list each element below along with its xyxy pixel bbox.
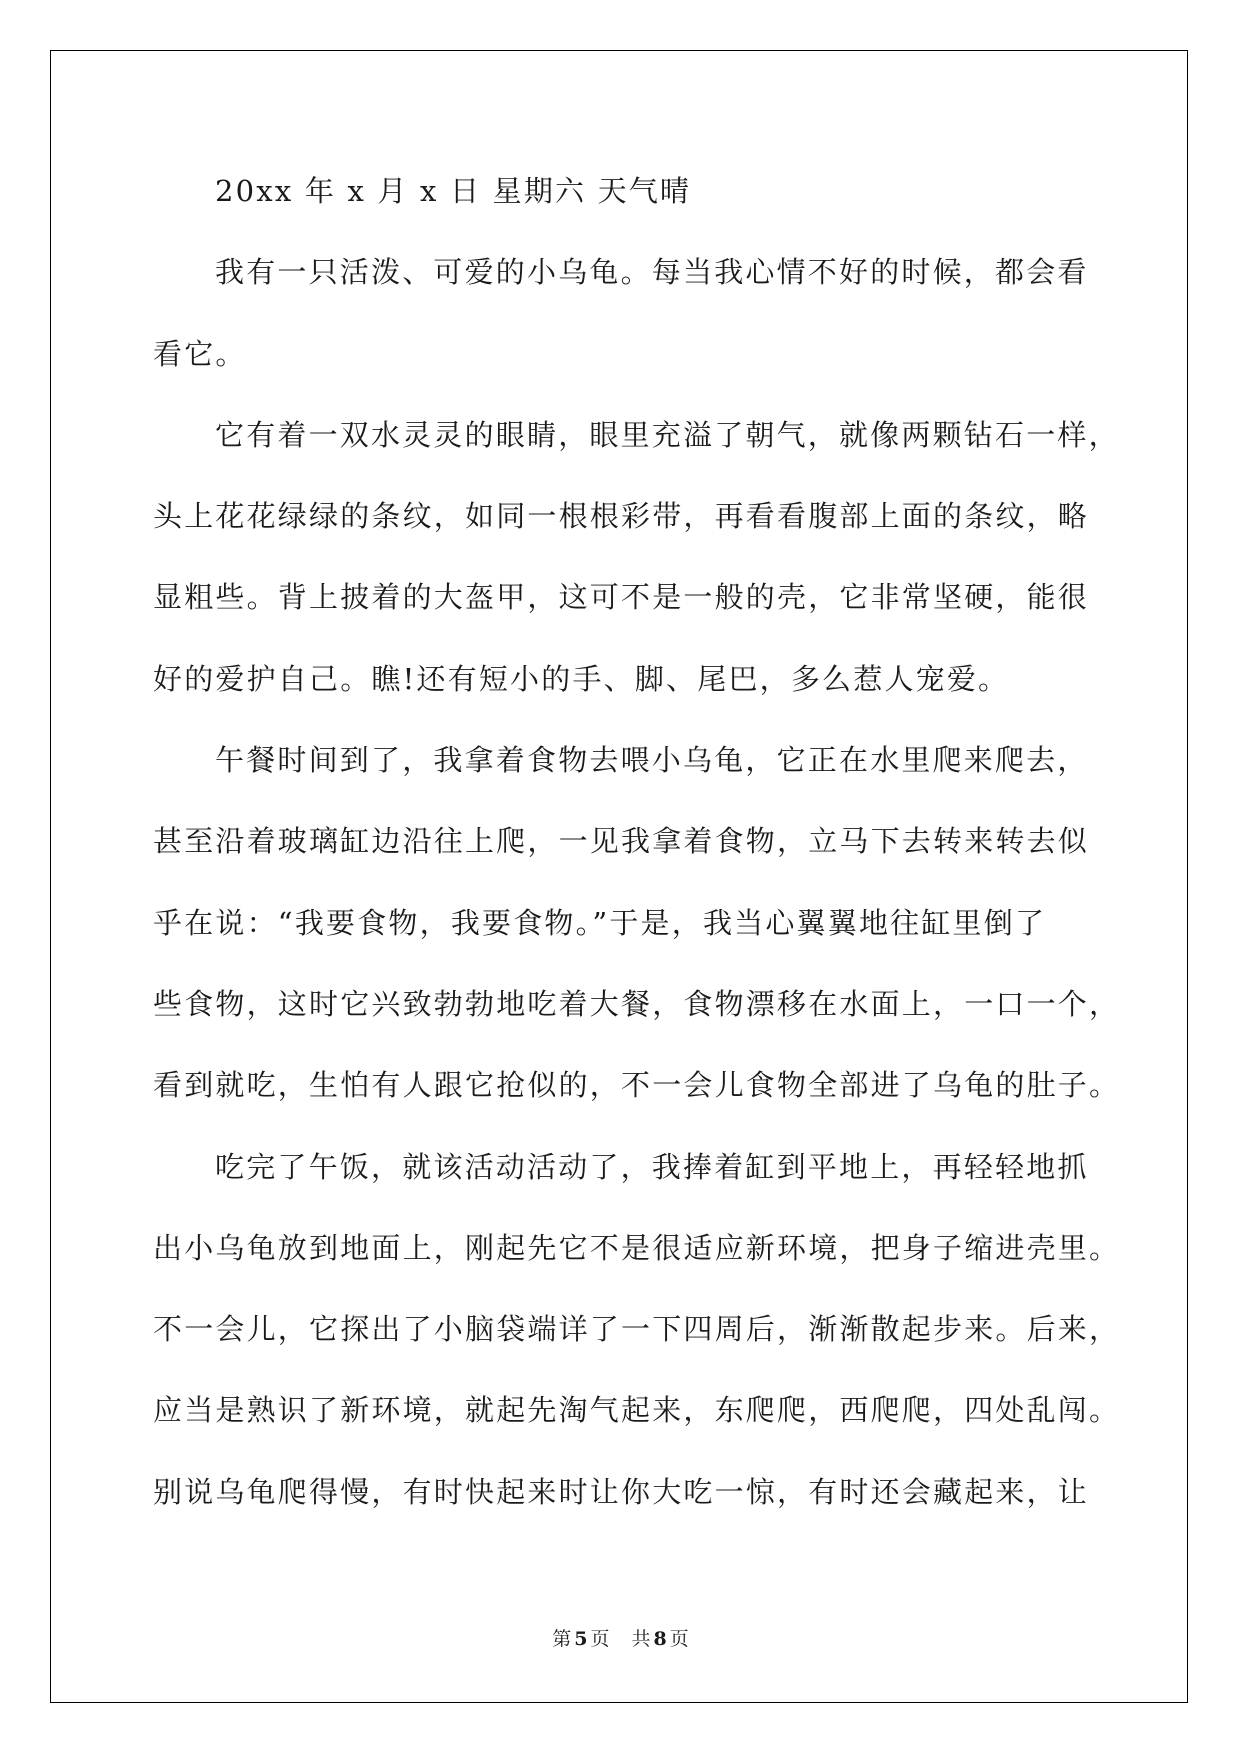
total-pages: 8 [653, 1628, 667, 1650]
page-number: 5 [574, 1628, 588, 1650]
document-body [153, 151, 1183, 1533]
page-footer [0, 1627, 1241, 1651]
paragraph-first-line: 20xx 年 x 月 x 日 星期六 天气晴 [215, 174, 692, 208]
paragraph-line: 显粗些。背上披着的大盔甲，这可不是一般的壳，它非常坚硬，能很 [153, 580, 1090, 615]
page-suffix: 页 [590, 1628, 610, 1650]
total-prefix: 共 [631, 1628, 651, 1650]
paragraph [153, 151, 1183, 232]
total-suffix: 页 [669, 1628, 689, 1650]
paragraph [153, 232, 1183, 395]
paragraph-line: 出小乌龟放到地面上，刚起先它不是很适应新环境，把身子缩进壳里。 [153, 1230, 1121, 1265]
total-pages-indicator [632, 1628, 689, 1650]
paragraph-line: 看到就吃，生怕有人跟它抢似的，不一会儿食物全部进了乌龟的肚子。 [153, 1068, 1121, 1103]
paragraph-first-line: 我有一只活泼、可爱的小乌龟。每当我心情不好的时候，都会看 [215, 255, 1089, 290]
paragraph-line: 应当是熟识了新环境，就起先淘气起来，东爬爬，西爬爬，四处乱闯。 [153, 1393, 1121, 1428]
paragraph-line: 甚至沿着玻璃缸边沿往上爬，一见我拿着食物，立马下去转来转去似 [153, 824, 1090, 859]
paragraph-first-line: 它有着一双水灵灵的眼睛，眼里充溢了朝气，就像两颗钻石一样， [215, 417, 1120, 452]
paragraph-line: 乎在说：“我要食物，我要食物。”于是，我当心翼翼地往缸里倒了 [153, 905, 1047, 940]
current-page-indicator [552, 1628, 609, 1650]
paragraph-line: 看它。 [153, 336, 247, 371]
paragraph [153, 720, 1183, 1126]
paragraph-line: 好的爱护自己。瞧!还有短小的手、脚、尾巴，多么惹人宠爱。 [153, 661, 1010, 696]
paragraph-first-line: 午餐时间到了，我拿着食物去喂小乌龟，它正在水里爬来爬去， [215, 743, 1089, 778]
paragraph-line: 些食物，这时它兴致勃勃地吃着大餐，食物漂移在水面上，一口一个， [153, 986, 1121, 1021]
paragraph-line: 头上花花绿绿的条纹，如同一根根彩带，再看看腹部上面的条纹，略 [153, 499, 1090, 534]
page-prefix: 第 [552, 1628, 572, 1650]
paragraph-line: 别说乌龟爬得慢，有时快起来时让你大吃一惊，有时还会藏起来，让 [153, 1474, 1090, 1509]
paragraph [153, 395, 1183, 720]
paragraph [153, 1127, 1183, 1533]
paragraph-first-line: 吃完了午饭，就该活动活动了，我捧着缸到平地上，再轻轻地抓 [215, 1149, 1089, 1184]
paragraph-line: 不一会儿，它探出了小脑袋端详了一下四周后，渐渐散起步来。后来， [153, 1312, 1121, 1347]
